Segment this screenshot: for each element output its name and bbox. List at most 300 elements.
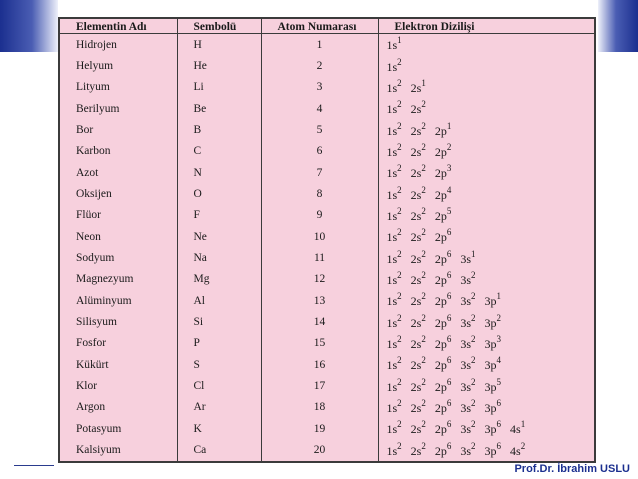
orbital-label: 1s	[386, 379, 398, 394]
orbital-term	[411, 228, 426, 245]
orbital-label: 2s	[410, 443, 422, 458]
orbital-electron-count: 2	[421, 141, 426, 152]
element-name: Kalsiyum	[76, 444, 121, 457]
element-name: Oksijen	[76, 188, 112, 201]
orbital-electron-count: 2	[421, 333, 426, 344]
orbital-electron-count: 2	[471, 376, 476, 387]
orbital-electron-count: 6	[446, 333, 452, 344]
orbital-electron-count: 1	[520, 419, 526, 430]
orbital-electron-count: 6	[446, 397, 452, 408]
orbital-label: 3p	[484, 336, 497, 351]
orbital-term	[387, 186, 402, 203]
orbital-term	[411, 250, 426, 267]
electron-configuration	[378, 354, 594, 375]
orbital-label: 3s	[460, 251, 472, 266]
orbital-label: 2p	[434, 358, 447, 373]
orbital-electron-count: 6	[496, 440, 502, 451]
orbital-electron-count: 2	[421, 376, 426, 387]
element-symbol: P	[177, 333, 261, 354]
element-symbol: Be	[177, 98, 261, 119]
orbital-label: 3s	[460, 272, 472, 287]
orbital-label: 1s	[386, 166, 398, 181]
table-row	[60, 162, 594, 183]
orbital-label: 2s	[410, 102, 422, 117]
orbital-electron-count: 6	[446, 227, 452, 238]
orbital-term	[510, 420, 525, 437]
orbital-label: 2s	[410, 422, 422, 437]
orbital-label: 2p	[434, 208, 447, 223]
orbital-electron-count: 2	[397, 227, 402, 238]
orbital-term	[435, 442, 452, 459]
orbital-electron-count: 6	[446, 440, 452, 451]
orbital-label: 3s	[460, 443, 472, 458]
orbital-electron-count: 2	[421, 227, 426, 238]
orbital-term	[411, 356, 426, 373]
orbital-electron-count: 2	[397, 141, 402, 152]
atomic-number: 20	[261, 439, 378, 461]
orbital-term	[485, 378, 502, 395]
orbital-term	[435, 314, 452, 331]
orbital-term	[435, 228, 452, 245]
element-name: Silisyum	[76, 316, 117, 329]
element-symbol: O	[177, 183, 261, 204]
orbital-electron-count: 2	[397, 312, 402, 323]
orbital-label: 3s	[460, 336, 472, 351]
orbital-electron-count: 2	[421, 248, 426, 259]
element-name: Flüor	[76, 209, 101, 222]
orbital-electron-count: 2	[397, 291, 402, 302]
orbital-term	[387, 314, 402, 331]
orbital-electron-count: 2	[397, 355, 402, 366]
orbital-term	[411, 335, 426, 352]
electron-configuration	[378, 375, 594, 396]
orbital-electron-count: 6	[446, 291, 452, 302]
orbital-label: 2p	[434, 422, 447, 437]
orbital-electron-count: 2	[397, 333, 402, 344]
element-name: Kükürt	[76, 358, 109, 371]
orbital-term	[435, 378, 452, 395]
orbital-electron-count: 2	[397, 376, 402, 387]
orbital-term	[460, 271, 475, 288]
element-name: Magnezyum	[76, 273, 134, 286]
orbital-electron-count: 2	[421, 312, 426, 323]
element-name: Helyum	[76, 60, 114, 73]
footer-rule	[14, 465, 54, 466]
atomic-number: 12	[261, 269, 378, 290]
electron-configuration	[378, 397, 594, 418]
orbital-label: 2p	[434, 315, 447, 330]
orbital-electron-count: 4	[446, 184, 452, 195]
orbital-term	[435, 122, 452, 139]
corner-gradient-right	[598, 0, 638, 52]
orbital-term	[460, 250, 475, 267]
orbital-electron-count: 1	[421, 77, 426, 88]
orbital-electron-count: 6	[446, 269, 452, 280]
orbital-term	[387, 399, 402, 416]
element-name: Fosfor	[76, 337, 107, 350]
electron-configuration	[378, 183, 594, 204]
orbital-electron-count: 2	[471, 397, 476, 408]
orbital-electron-count: 2	[446, 141, 452, 152]
orbital-electron-count: 1	[471, 248, 476, 259]
orbital-label: 2p	[434, 336, 447, 351]
atomic-number: 4	[261, 98, 378, 119]
orbital-term	[411, 207, 426, 224]
orbital-electron-count: 2	[397, 248, 402, 259]
orbital-label: 1s	[386, 208, 398, 223]
electron-configuration	[378, 98, 594, 119]
orbital-electron-count: 2	[471, 291, 476, 302]
orbital-label: 3p	[484, 294, 497, 309]
orbital-electron-count: 5	[446, 205, 452, 216]
element-name: Hidrojen	[76, 38, 117, 51]
orbital-term	[435, 164, 452, 181]
orbital-label: 1s	[386, 443, 398, 458]
orbital-electron-count: 6	[446, 355, 452, 366]
orbital-label: 3p	[484, 315, 497, 330]
table-row	[60, 247, 594, 268]
element-name: Lityum	[76, 81, 110, 94]
orbital-term	[387, 420, 402, 437]
orbital-term	[411, 420, 426, 437]
orbital-electron-count: 2	[397, 205, 402, 216]
electron-configuration	[378, 269, 594, 290]
orbital-electron-count: 2	[397, 440, 402, 451]
table-row	[60, 34, 594, 56]
table-row	[60, 311, 594, 332]
orbital-electron-count: 2	[421, 440, 426, 451]
orbital-electron-count: 2	[421, 163, 426, 174]
atomic-number: 13	[261, 290, 378, 311]
atomic-number: 3	[261, 77, 378, 98]
orbital-term	[435, 420, 452, 437]
atomic-number: 8	[261, 183, 378, 204]
element-name: Sodyum	[76, 252, 115, 265]
atomic-number: 16	[261, 354, 378, 375]
atomic-number: 7	[261, 162, 378, 183]
element-symbol: Ca	[177, 439, 261, 461]
orbital-label: 2p	[434, 379, 447, 394]
orbital-term	[460, 378, 475, 395]
orbital-term	[435, 356, 452, 373]
table-row	[60, 226, 594, 247]
orbital-term	[485, 335, 502, 352]
table-row	[60, 375, 594, 396]
table-row	[60, 205, 594, 226]
atomic-number: 5	[261, 119, 378, 140]
orbital-label: 2s	[410, 294, 422, 309]
orbital-term	[411, 186, 426, 203]
orbital-label: 1s	[386, 251, 398, 266]
orbital-label: 1s	[386, 102, 398, 117]
electron-configuration	[378, 290, 594, 311]
table-row	[60, 183, 594, 204]
orbital-label: 2p	[434, 272, 447, 287]
element-symbol: Al	[177, 290, 261, 311]
orbital-term	[411, 314, 426, 331]
orbital-label: 2s	[410, 272, 422, 287]
electron-configuration	[378, 119, 594, 140]
orbital-electron-count: 2	[421, 397, 426, 408]
orbital-electron-count: 2	[496, 312, 502, 323]
table-row	[60, 98, 594, 119]
orbital-label: 3s	[460, 422, 472, 437]
orbital-term	[411, 122, 426, 139]
orbital-label: 2s	[410, 336, 422, 351]
orbital-term	[411, 271, 426, 288]
orbital-label: 3s	[460, 315, 472, 330]
element-symbol: He	[177, 55, 261, 76]
orbital-label: 3p	[484, 422, 497, 437]
atomic-number: 2	[261, 55, 378, 76]
orbital-electron-count: 2	[471, 269, 476, 280]
table-row	[60, 269, 594, 290]
orbital-term	[510, 442, 525, 459]
orbital-term	[387, 143, 402, 160]
orbital-electron-count: 2	[421, 269, 426, 280]
orbital-label: 1s	[386, 187, 398, 202]
orbital-label: 2s	[410, 208, 422, 223]
orbital-electron-count: 1	[496, 291, 502, 302]
orbital-term	[387, 335, 402, 352]
table-row	[60, 354, 594, 375]
orbital-term	[435, 335, 452, 352]
table-row	[60, 418, 594, 439]
orbital-term	[411, 399, 426, 416]
orbital-term	[411, 442, 426, 459]
atomic-number: 9	[261, 205, 378, 226]
table-row	[60, 77, 594, 98]
orbital-term	[387, 442, 402, 459]
element-name: Bor	[76, 124, 94, 137]
orbital-term	[387, 271, 402, 288]
orbital-electron-count: 6	[446, 248, 452, 259]
orbital-electron-count: 2	[397, 120, 402, 131]
orbital-electron-count: 1	[446, 120, 452, 131]
orbital-electron-count: 2	[421, 99, 426, 110]
orbital-label: 2p	[434, 230, 447, 245]
orbital-term	[485, 420, 502, 437]
orbital-label: 1s	[386, 144, 398, 159]
orbital-electron-count: 2	[421, 419, 426, 430]
atomic-number: 10	[261, 226, 378, 247]
orbital-term	[387, 122, 402, 139]
orbital-term	[460, 442, 475, 459]
orbital-electron-count: 2	[520, 440, 526, 451]
table-row	[60, 397, 594, 418]
orbital-term	[435, 271, 452, 288]
orbital-term	[411, 79, 426, 96]
orbital-term	[435, 399, 452, 416]
orbital-term	[435, 143, 452, 160]
orbital-term	[387, 356, 402, 373]
element-symbol: H	[177, 34, 261, 56]
orbital-term	[485, 442, 502, 459]
electron-configuration	[378, 162, 594, 183]
orbital-term	[387, 100, 402, 117]
orbital-label: 3p	[484, 358, 497, 373]
element-name: Karbon	[76, 145, 111, 158]
element-table-container	[58, 17, 596, 463]
atomic-number: 1	[261, 34, 378, 56]
element-symbol: Cl	[177, 375, 261, 396]
orbital-label: 1s	[386, 38, 398, 53]
orbital-term	[387, 58, 402, 75]
element-symbol: Mg	[177, 269, 261, 290]
table-body	[60, 34, 594, 462]
orbital-label: 2p	[434, 187, 447, 202]
orbital-term	[411, 378, 426, 395]
element-name: Argon	[76, 401, 106, 414]
orbital-label: 3p	[484, 379, 497, 394]
element-symbol: S	[177, 354, 261, 375]
element-symbol: Ar	[177, 397, 261, 418]
orbital-electron-count: 2	[397, 99, 402, 110]
electron-configuration	[378, 226, 594, 247]
orbital-label: 2s	[410, 166, 422, 181]
header-number: Atom Numarası	[261, 19, 378, 34]
orbital-label: 2p	[434, 166, 447, 181]
element-name: Azot	[76, 166, 99, 179]
orbital-label: 3s	[460, 294, 472, 309]
table-row	[60, 119, 594, 140]
element-name: Alüminyum	[76, 294, 132, 307]
orbital-electron-count: 2	[421, 291, 426, 302]
orbital-label: 4s	[510, 422, 521, 437]
orbital-label: 2p	[434, 123, 447, 138]
orbital-label: 2s	[410, 315, 422, 330]
orbital-term	[387, 378, 402, 395]
orbital-label: 1s	[386, 315, 398, 330]
orbital-term	[460, 420, 475, 437]
orbital-term	[485, 314, 502, 331]
orbital-term	[485, 399, 502, 416]
orbital-label: 2p	[434, 400, 447, 415]
orbital-term	[435, 207, 452, 224]
orbital-term	[387, 292, 402, 309]
atomic-number: 18	[261, 397, 378, 418]
orbital-label: 3p	[484, 443, 497, 458]
orbital-term	[387, 164, 402, 181]
electron-configuration	[378, 34, 594, 56]
orbital-term	[460, 314, 475, 331]
orbital-label: 2s	[410, 379, 422, 394]
table-row	[60, 141, 594, 162]
orbital-label: 1s	[386, 294, 398, 309]
header-symbol: Sembolü	[177, 19, 261, 34]
orbital-electron-count: 6	[446, 312, 452, 323]
orbital-electron-count: 2	[471, 440, 476, 451]
orbital-electron-count: 2	[397, 163, 402, 174]
orbital-electron-count: 2	[421, 184, 426, 195]
orbital-label: 1s	[386, 80, 398, 95]
orbital-term	[435, 292, 452, 309]
orbital-electron-count: 1	[397, 35, 402, 46]
table-row	[60, 55, 594, 76]
element-symbol: Si	[177, 311, 261, 332]
orbital-label: 3s	[460, 379, 472, 394]
orbital-electron-count: 2	[397, 397, 402, 408]
electron-configuration	[378, 77, 594, 98]
orbital-term	[387, 250, 402, 267]
orbital-term	[387, 36, 402, 53]
element-symbol: C	[177, 141, 261, 162]
atomic-number: 17	[261, 375, 378, 396]
orbital-label: 1s	[386, 123, 398, 138]
corner-gradient-left	[0, 0, 58, 52]
orbital-term	[485, 356, 502, 373]
element-symbol: F	[177, 205, 261, 226]
orbital-electron-count: 2	[471, 419, 476, 430]
table-row	[60, 439, 594, 461]
orbital-label: 3s	[460, 358, 472, 373]
electron-configuration	[378, 141, 594, 162]
orbital-term	[411, 164, 426, 181]
element-symbol: K	[177, 418, 261, 439]
electron-configuration	[378, 333, 594, 354]
element-symbol: Na	[177, 247, 261, 268]
orbital-label: 1s	[386, 59, 398, 74]
element-symbol: N	[177, 162, 261, 183]
orbital-electron-count: 6	[446, 419, 452, 430]
table-row	[60, 333, 594, 354]
orbital-electron-count: 2	[421, 120, 426, 131]
orbital-electron-count: 6	[496, 397, 502, 408]
atomic-number: 11	[261, 247, 378, 268]
orbital-label: 2p	[434, 144, 447, 159]
orbital-term	[387, 79, 402, 96]
orbital-electron-count: 3	[446, 163, 452, 174]
orbital-electron-count: 3	[496, 333, 502, 344]
orbital-label: 2s	[410, 80, 422, 95]
element-name: Neon	[76, 230, 101, 243]
atomic-number: 15	[261, 333, 378, 354]
orbital-electron-count: 2	[471, 355, 476, 366]
element-symbol: Li	[177, 77, 261, 98]
orbital-label: 2s	[410, 144, 422, 159]
orbital-term	[387, 207, 402, 224]
author-credit: Prof.Dr. İbrahim USLU	[514, 463, 630, 475]
element-symbol: Ne	[177, 226, 261, 247]
orbital-term	[411, 100, 426, 117]
orbital-electron-count: 2	[397, 269, 402, 280]
orbital-electron-count: 2	[397, 77, 402, 88]
orbital-electron-count: 2	[397, 419, 402, 430]
orbital-electron-count: 2	[471, 312, 476, 323]
orbital-term	[387, 228, 402, 245]
element-name: Potasyum	[76, 422, 122, 435]
element-name: Berilyum	[76, 102, 120, 115]
orbital-electron-count: 4	[496, 355, 502, 366]
orbital-label: 2p	[434, 251, 447, 266]
table-row	[60, 290, 594, 311]
atomic-number: 14	[261, 311, 378, 332]
orbital-label: 2p	[434, 294, 447, 309]
orbital-term	[435, 186, 452, 203]
orbital-label: 2s	[410, 230, 422, 245]
orbital-term	[411, 292, 426, 309]
orbital-term	[460, 292, 475, 309]
orbital-label: 1s	[386, 400, 398, 415]
orbital-label: 4s	[510, 443, 521, 458]
orbital-electron-count: 2	[421, 205, 426, 216]
orbital-electron-count: 5	[496, 376, 502, 387]
orbital-term	[411, 143, 426, 160]
orbital-label: 2s	[410, 187, 422, 202]
orbital-electron-count: 2	[421, 355, 426, 366]
orbital-label: 1s	[386, 358, 398, 373]
orbital-term	[460, 399, 475, 416]
